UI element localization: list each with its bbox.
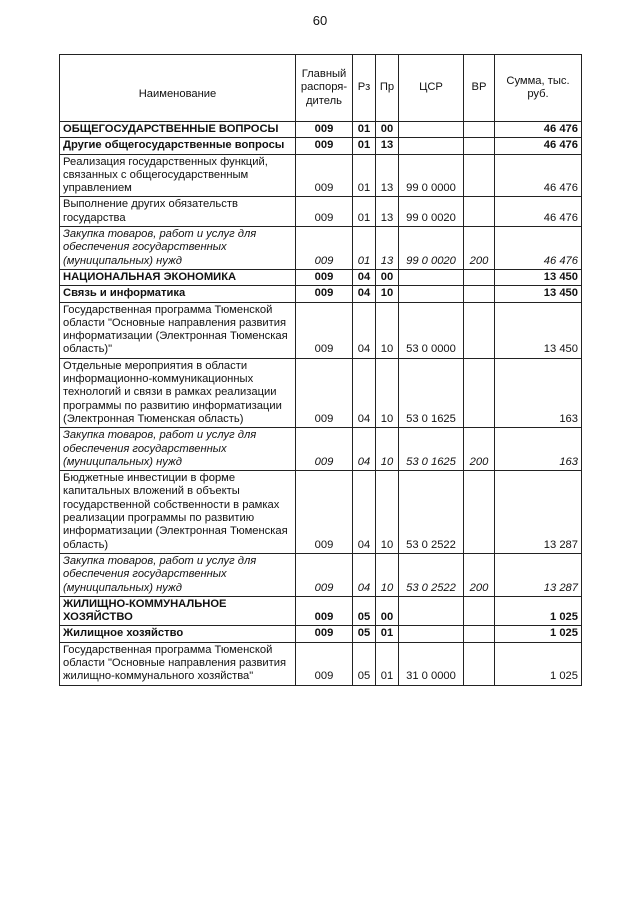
row-sum: 1 025 <box>495 596 582 626</box>
row-vr <box>464 122 495 138</box>
row-pr: 10 <box>376 286 399 302</box>
budget-table <box>59 54 582 686</box>
header-name: Наименование <box>60 55 296 122</box>
row-vr <box>464 269 495 285</box>
row-name: Другие общегосударственные вопросы <box>60 138 296 154</box>
table-row <box>60 642 582 685</box>
header-manager: Главный распоря-дитель <box>296 55 353 122</box>
row-manager: 009 <box>296 138 353 154</box>
row-csr <box>399 286 464 302</box>
row-pr: 01 <box>376 626 399 642</box>
row-rz: 01 <box>353 197 376 227</box>
row-vr <box>464 154 495 197</box>
table-row <box>60 428 582 471</box>
table-row <box>60 286 582 302</box>
row-csr: 99 0 0000 <box>399 154 464 197</box>
row-vr <box>464 626 495 642</box>
row-name: Закупка товаров, работ и услуг для обеспечения государственных (муниципальных) нужд <box>60 428 296 471</box>
table-row <box>60 596 582 626</box>
row-vr <box>464 596 495 626</box>
row-rz: 01 <box>353 154 376 197</box>
row-name: Закупка товаров, работ и услуг для обеспечения государственных (муниципальных) нужд <box>60 227 296 270</box>
row-vr <box>464 642 495 685</box>
table-row <box>60 553 582 596</box>
row-manager: 009 <box>296 227 353 270</box>
row-pr: 00 <box>376 596 399 626</box>
row-csr <box>399 626 464 642</box>
table-row <box>60 154 582 197</box>
table-row <box>60 471 582 554</box>
row-sum: 46 476 <box>495 122 582 138</box>
row-pr: 00 <box>376 122 399 138</box>
row-rz: 05 <box>353 626 376 642</box>
row-manager: 009 <box>296 286 353 302</box>
table-row <box>60 227 582 270</box>
row-vr <box>464 471 495 554</box>
row-name: Отдельные мероприятия в области информационно-коммуникационных технологий и связи в рамках реализации программы по развитию информатизации (Электронная Тюменская область) <box>60 358 296 427</box>
row-csr: 53 0 1625 <box>399 428 464 471</box>
row-rz: 04 <box>353 471 376 554</box>
table-row <box>60 122 582 138</box>
row-csr <box>399 122 464 138</box>
row-name: Реализация государственных функций, связанных с общегосударственным управлением <box>60 154 296 197</box>
row-csr: 99 0 0020 <box>399 197 464 227</box>
row-sum: 13 450 <box>495 302 582 358</box>
row-rz: 04 <box>353 302 376 358</box>
table-row <box>60 138 582 154</box>
row-rz: 01 <box>353 227 376 270</box>
row-manager: 009 <box>296 596 353 626</box>
header-sum: Сумма, тыс. руб. <box>495 55 582 122</box>
row-sum: 1 025 <box>495 642 582 685</box>
row-vr <box>464 358 495 427</box>
row-manager: 009 <box>296 626 353 642</box>
row-rz: 05 <box>353 642 376 685</box>
header-csr: ЦСР <box>399 55 464 122</box>
row-rz: 04 <box>353 553 376 596</box>
row-sum: 46 476 <box>495 154 582 197</box>
row-csr: 31 0 0000 <box>399 642 464 685</box>
row-sum: 13 450 <box>495 286 582 302</box>
table-row <box>60 269 582 285</box>
row-pr: 10 <box>376 428 399 471</box>
row-vr: 200 <box>464 227 495 270</box>
row-manager: 009 <box>296 642 353 685</box>
row-rz: 01 <box>353 122 376 138</box>
row-csr <box>399 138 464 154</box>
row-pr: 13 <box>376 197 399 227</box>
row-rz: 04 <box>353 428 376 471</box>
row-manager: 009 <box>296 269 353 285</box>
row-name: Выполнение других обязательств государства <box>60 197 296 227</box>
row-manager: 009 <box>296 154 353 197</box>
row-csr: 53 0 1625 <box>399 358 464 427</box>
row-pr: 13 <box>376 154 399 197</box>
row-pr: 10 <box>376 471 399 554</box>
row-rz: 05 <box>353 596 376 626</box>
row-pr: 01 <box>376 642 399 685</box>
table-row <box>60 302 582 358</box>
table-row <box>60 626 582 642</box>
row-csr: 53 0 0000 <box>399 302 464 358</box>
row-sum: 13 287 <box>495 553 582 596</box>
table-row <box>60 197 582 227</box>
row-name: Связь и информатика <box>60 286 296 302</box>
row-rz: 01 <box>353 138 376 154</box>
row-csr <box>399 269 464 285</box>
row-vr <box>464 286 495 302</box>
row-name: Бюджетные инвестиции в форме капитальных вложений в объекты государственной собственности в рамках реализации программы по развитию информатизации (Электронная Тюменская область) <box>60 471 296 554</box>
row-pr: 13 <box>376 138 399 154</box>
row-manager: 009 <box>296 471 353 554</box>
row-name: Государственная программа Тюменской области "Основные направления развития информатизации (Электронная Тюменская область)" <box>60 302 296 358</box>
row-rz: 04 <box>353 269 376 285</box>
row-csr: 99 0 0020 <box>399 227 464 270</box>
row-rz: 04 <box>353 286 376 302</box>
row-manager: 009 <box>296 358 353 427</box>
header-pr: Пр <box>376 55 399 122</box>
row-pr: 10 <box>376 553 399 596</box>
row-pr: 13 <box>376 227 399 270</box>
row-sum: 46 476 <box>495 138 582 154</box>
row-pr: 00 <box>376 269 399 285</box>
row-csr: 53 0 2522 <box>399 553 464 596</box>
row-vr <box>464 302 495 358</box>
row-sum: 163 <box>495 428 582 471</box>
row-sum: 1 025 <box>495 626 582 642</box>
row-sum: 46 476 <box>495 197 582 227</box>
row-sum: 46 476 <box>495 227 582 270</box>
row-vr <box>464 138 495 154</box>
row-vr <box>464 197 495 227</box>
row-name: НАЦИОНАЛЬНАЯ ЭКОНОМИКА <box>60 269 296 285</box>
row-pr: 10 <box>376 358 399 427</box>
row-name: Жилищное хозяйство <box>60 626 296 642</box>
row-sum: 163 <box>495 358 582 427</box>
row-name: ОБЩЕГОСУДАРСТВЕННЫЕ ВОПРОСЫ <box>60 122 296 138</box>
row-manager: 009 <box>296 122 353 138</box>
row-name: Государственная программа Тюменской области "Основные направления развития жилищно-коммунального хозяйства" <box>60 642 296 685</box>
table-row <box>60 358 582 427</box>
page-number: 60 <box>312 13 328 28</box>
row-sum: 13 450 <box>495 269 582 285</box>
header-rz: Рз <box>353 55 376 122</box>
row-manager: 009 <box>296 197 353 227</box>
row-vr: 200 <box>464 553 495 596</box>
row-manager: 009 <box>296 553 353 596</box>
header-vr: ВР <box>464 55 495 122</box>
row-vr: 200 <box>464 428 495 471</box>
header-row <box>60 55 582 122</box>
row-csr <box>399 596 464 626</box>
row-manager: 009 <box>296 302 353 358</box>
row-name: ЖИЛИЩНО-КОММУНАЛЬНОЕ ХОЗЯЙСТВО <box>60 596 296 626</box>
row-pr: 10 <box>376 302 399 358</box>
row-csr: 53 0 2522 <box>399 471 464 554</box>
row-rz: 04 <box>353 358 376 427</box>
row-name: Закупка товаров, работ и услуг для обеспечения государственных (муниципальных) нужд <box>60 553 296 596</box>
row-manager: 009 <box>296 428 353 471</box>
row-sum: 13 287 <box>495 471 582 554</box>
